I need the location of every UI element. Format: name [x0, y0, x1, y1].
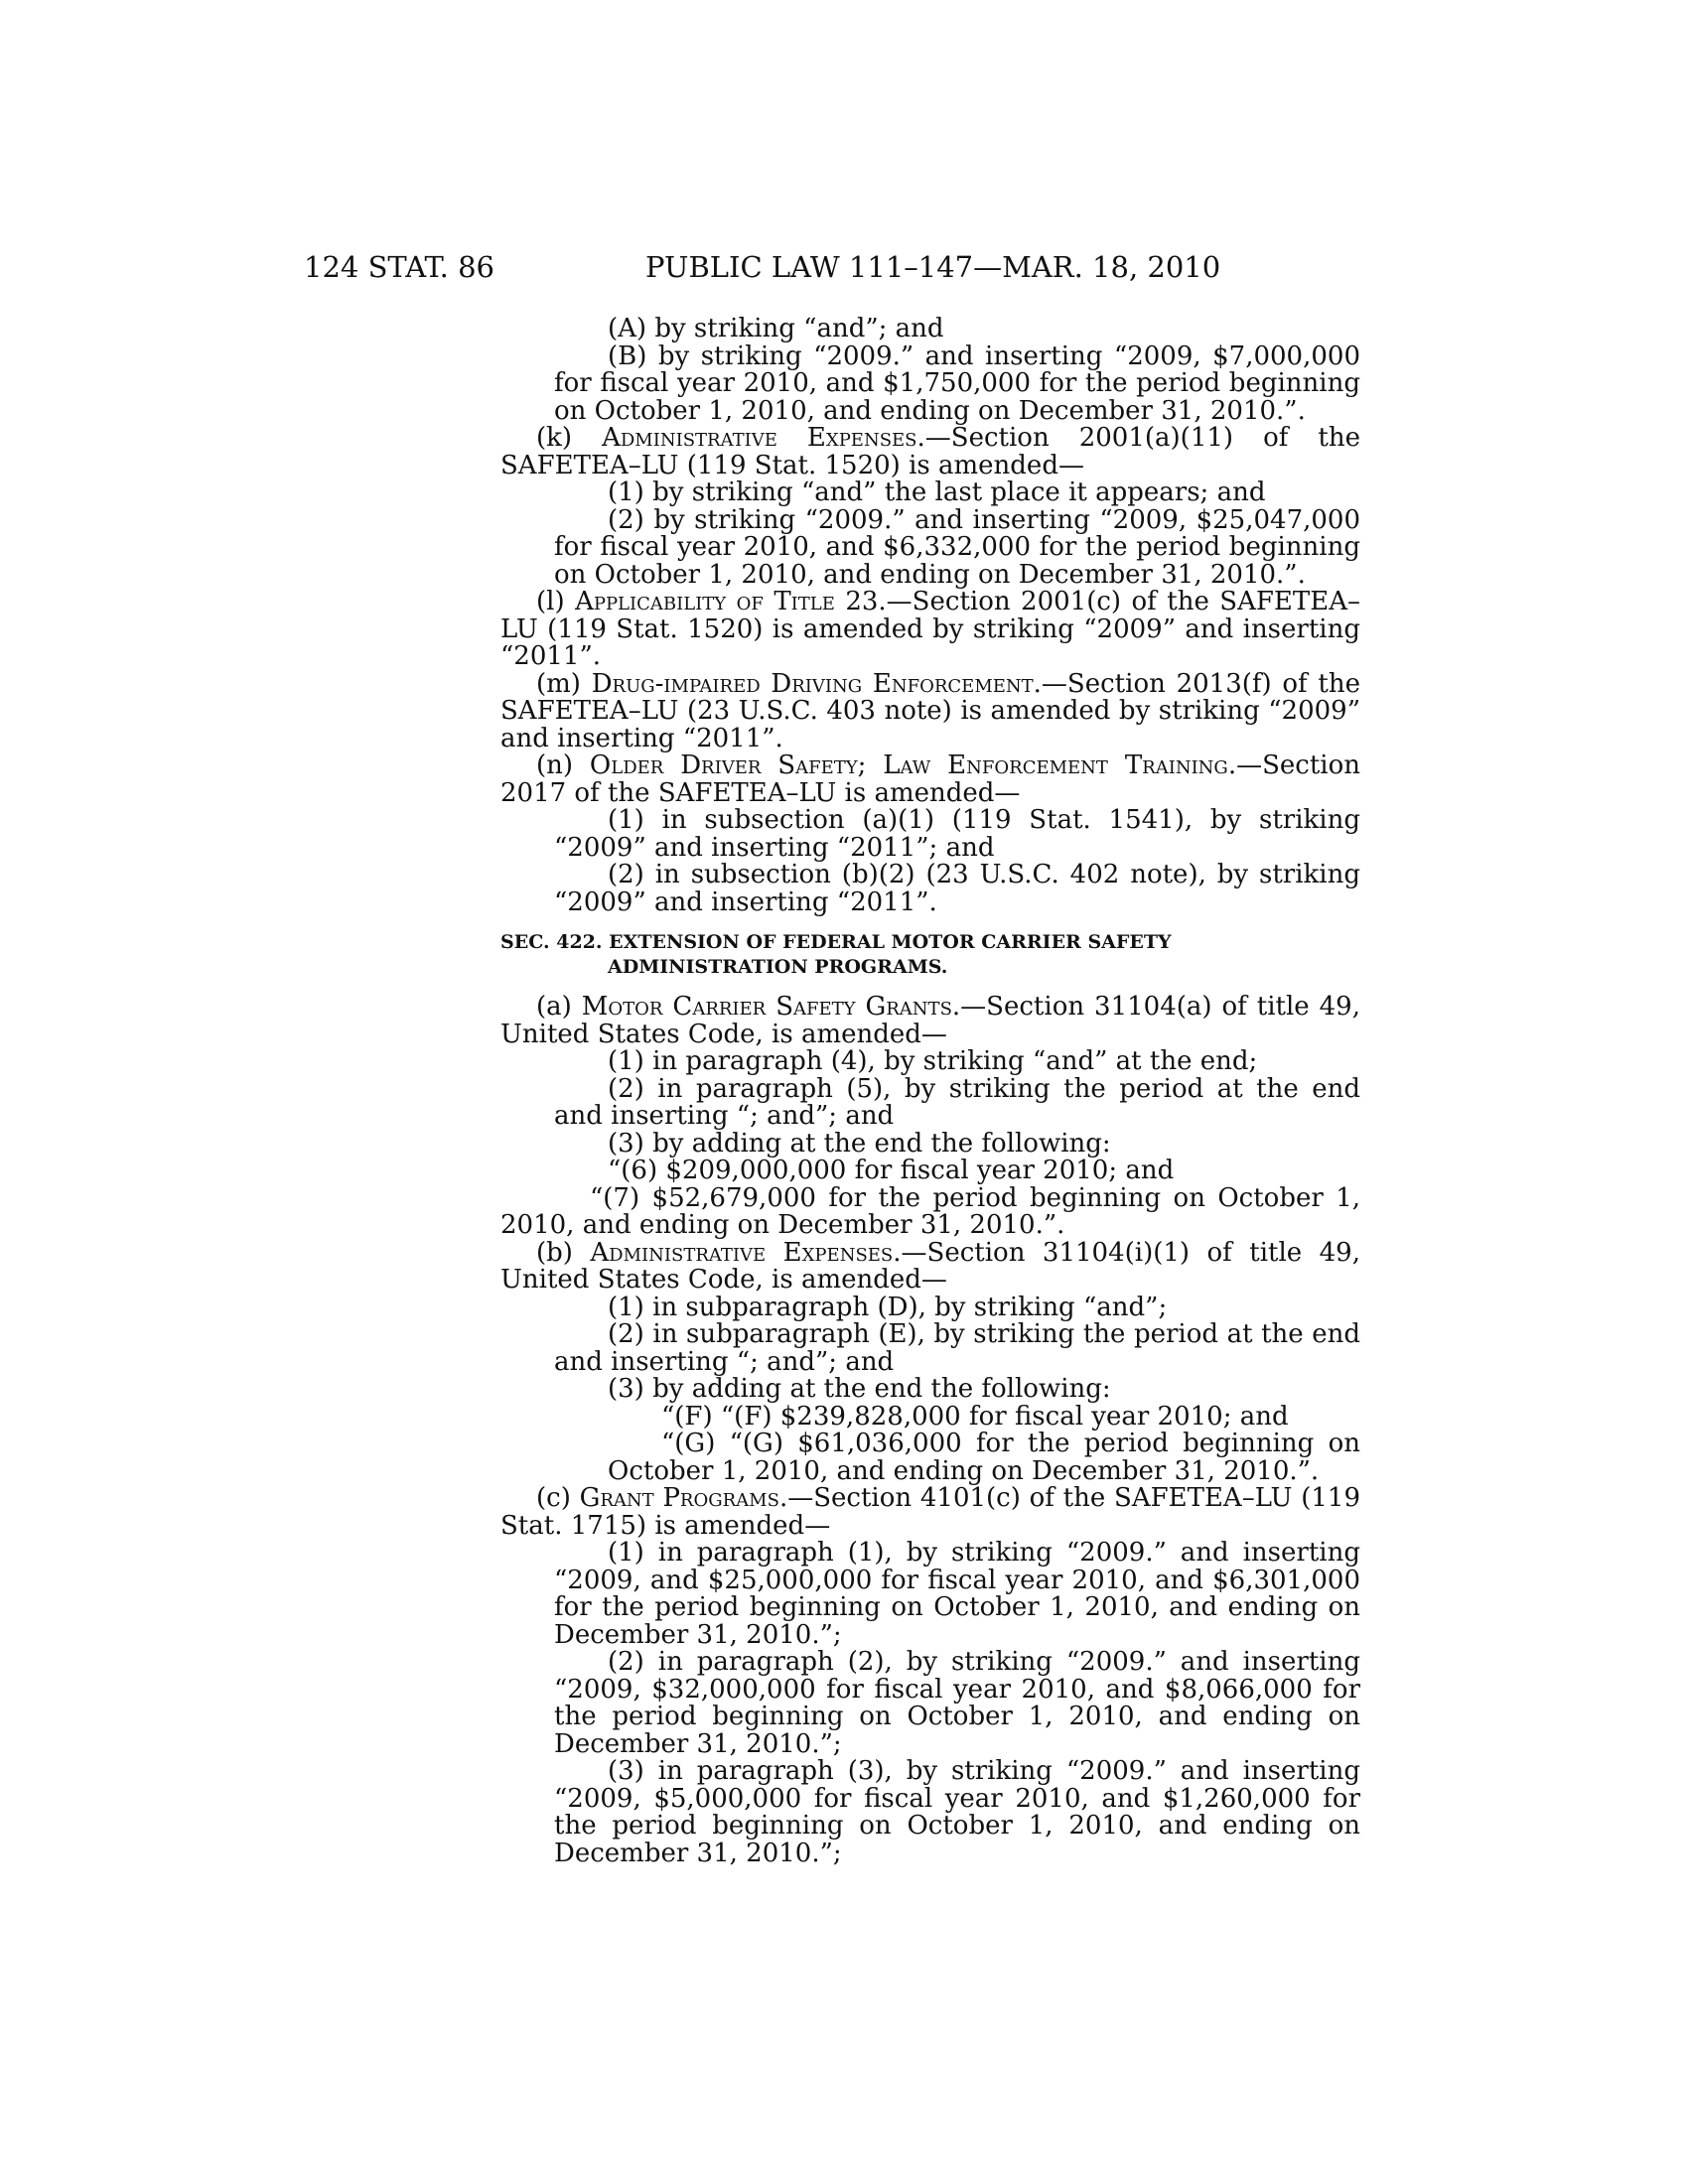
subsection-heading: Grant Programs — [579, 1483, 779, 1513]
subsection-text: .—Section 4101(c) of the SAFETEA–LU (119 Stat. 1715) is amended— — [500, 1483, 1360, 1541]
paragraph: (2) in paragraph (2), by striking “2009.” and inserting “2009, $32,000,000 for fiscal year 2010, and $8,066,000 for the period beginning on October 1, 2010, and ending on December 31, 2010.”; — [554, 1647, 1360, 1759]
subsection-c — [500, 1485, 1360, 1540]
subsection-heading: Motor Carrier Safety Grants — [581, 992, 952, 1022]
paragraph: (1) in paragraph (4), by striking “and” at the end; — [608, 1046, 1258, 1076]
subsection-label: (c) — [536, 1483, 580, 1513]
subsection-label: (m) — [536, 668, 592, 699]
subsection-text: .—Section 2001(a)(11) of the SAFETEA–LU (119 Stat. 1520) is amended— — [500, 423, 1360, 480]
paragraph: (2) by striking “2009.” and inserting “2009, $25,047,000 for fiscal year 2010, and $6,332,000 for the period beginning on October 1, 2010, and ending on December 31, 2010.”. — [554, 504, 1360, 590]
subsection-label: (n) — [536, 751, 590, 780]
subsection-a — [500, 994, 1360, 1048]
paragraph: (B) by striking “2009.” and inserting “2009, $7,000,000 for fiscal year 2010, and $1,750,000 for the period beginning on October 1, 2010, and ending on December 31, 2010.”. — [554, 341, 1360, 426]
subsection-l — [500, 589, 1360, 671]
paragraph: (1) in subparagraph (D), by striking “and”; — [608, 1292, 1168, 1322]
paragraph: (A) by striking “and”; and — [608, 314, 944, 343]
paragraph: (3) in paragraph (3), by striking “2009.” and inserting “2009, $5,000,000 for fiscal year 2010, and $1,260,000 for the period beginning on October 1, 2010, and ending on December 31, 2010.”; — [554, 1756, 1360, 1868]
paragraph: “(7) $52,679,000 for the period beginning on October 1, 2010, and ending on December 31, 2010.”. — [500, 1182, 1360, 1240]
paragraph: (3) by adding at the end the following: — [608, 1374, 1111, 1404]
page-header — [0, 250, 1688, 290]
subsection-heading: Administrative Expenses — [602, 423, 917, 453]
subsection-text: .—Section 2001(c) of the SAFETEA–LU (119 Stat. 1520) is amended by striking “2009” and inserting “2011”. — [500, 587, 1360, 671]
document-body — [500, 316, 1360, 1867]
subsection-m — [500, 668, 1360, 753]
paragraph: (2) in subsection (b)(2) (23 U.S.C. 402 note), by striking “2009” and inserting “2011”. — [554, 860, 1360, 917]
subsection-label: (l) — [536, 587, 576, 616]
paragraph: (3) by adding at the end the following: — [608, 1128, 1111, 1159]
subsection-label: (b) — [536, 1237, 591, 1268]
paragraph: (1) in subsection (a)(1) (119 Stat. 1541), by striking “2009” and inserting “2011”; and — [554, 805, 1360, 863]
paragraph: (1) in paragraph (1), by striking “2009.” and inserting “2009, and $25,000,000 for fiscal year 2010, and $6,301,000 for the period beginning on October 1, 2010, and ending on December 31, 2010.”; — [554, 1538, 1360, 1650]
subsection-label: (k) — [536, 423, 603, 453]
subsection-text: .—Section 31104(i)(1) of title 49, United States Code, is amended— — [500, 1237, 1360, 1295]
subsection-k — [500, 425, 1360, 479]
paragraph: (1) by striking “and” the last place it appears; and — [608, 478, 1266, 507]
paragraph: (2) in paragraph (5), by striking the period at the end and inserting “; and”; and — [554, 1073, 1360, 1131]
subsection-text: .—Section 31104(a) of title 49, United States Code, is amended— — [500, 992, 1360, 1049]
law-title: PUBLIC LAW 111–147—MAR. 18, 2010 — [645, 250, 1221, 284]
subsection-text: .—Section 2017 of the SAFETEA–LU is amended— — [500, 751, 1360, 808]
subsection-label: (a) — [536, 992, 582, 1022]
subsection-heading: Applicability of Title 23 — [575, 587, 879, 616]
subsection-heading: Drug-impaired Driving Enforcement — [591, 668, 1034, 699]
paragraph: (2) in subparagraph (E), by striking the period at the end and inserting “; and”; and — [554, 1319, 1360, 1377]
subsection-n — [500, 752, 1360, 807]
subsection-heading: Administrative Expenses — [590, 1237, 894, 1268]
stat-citation: 124 STAT. 86 — [304, 250, 494, 284]
paragraph: “(G) “(G) $61,036,000 for the period beginning on October 1, 2010, and ending on December 31, 2010.”. — [608, 1429, 1360, 1486]
subsection-heading: Older Driver Safety; Law Enforcement Training — [589, 751, 1228, 780]
subsection-text: .—Section 2013(f) of the SAFETEA–LU (23 U.S.C. 403 note) is amended by striking “2009” and inserting “2011”. — [500, 668, 1360, 753]
paragraph: “(F) “(F) $239,828,000 for fiscal year 2010; and — [661, 1401, 1289, 1432]
paragraph: “(6) $209,000,000 for fiscal year 2010; and — [608, 1156, 1175, 1185]
section-heading: SEC. 422. EXTENSION OF FEDERAL MOTOR CARRIER SAFETY ADMINISTRATION PROGRAMS. — [500, 931, 1172, 978]
subsection-b — [500, 1237, 1360, 1295]
